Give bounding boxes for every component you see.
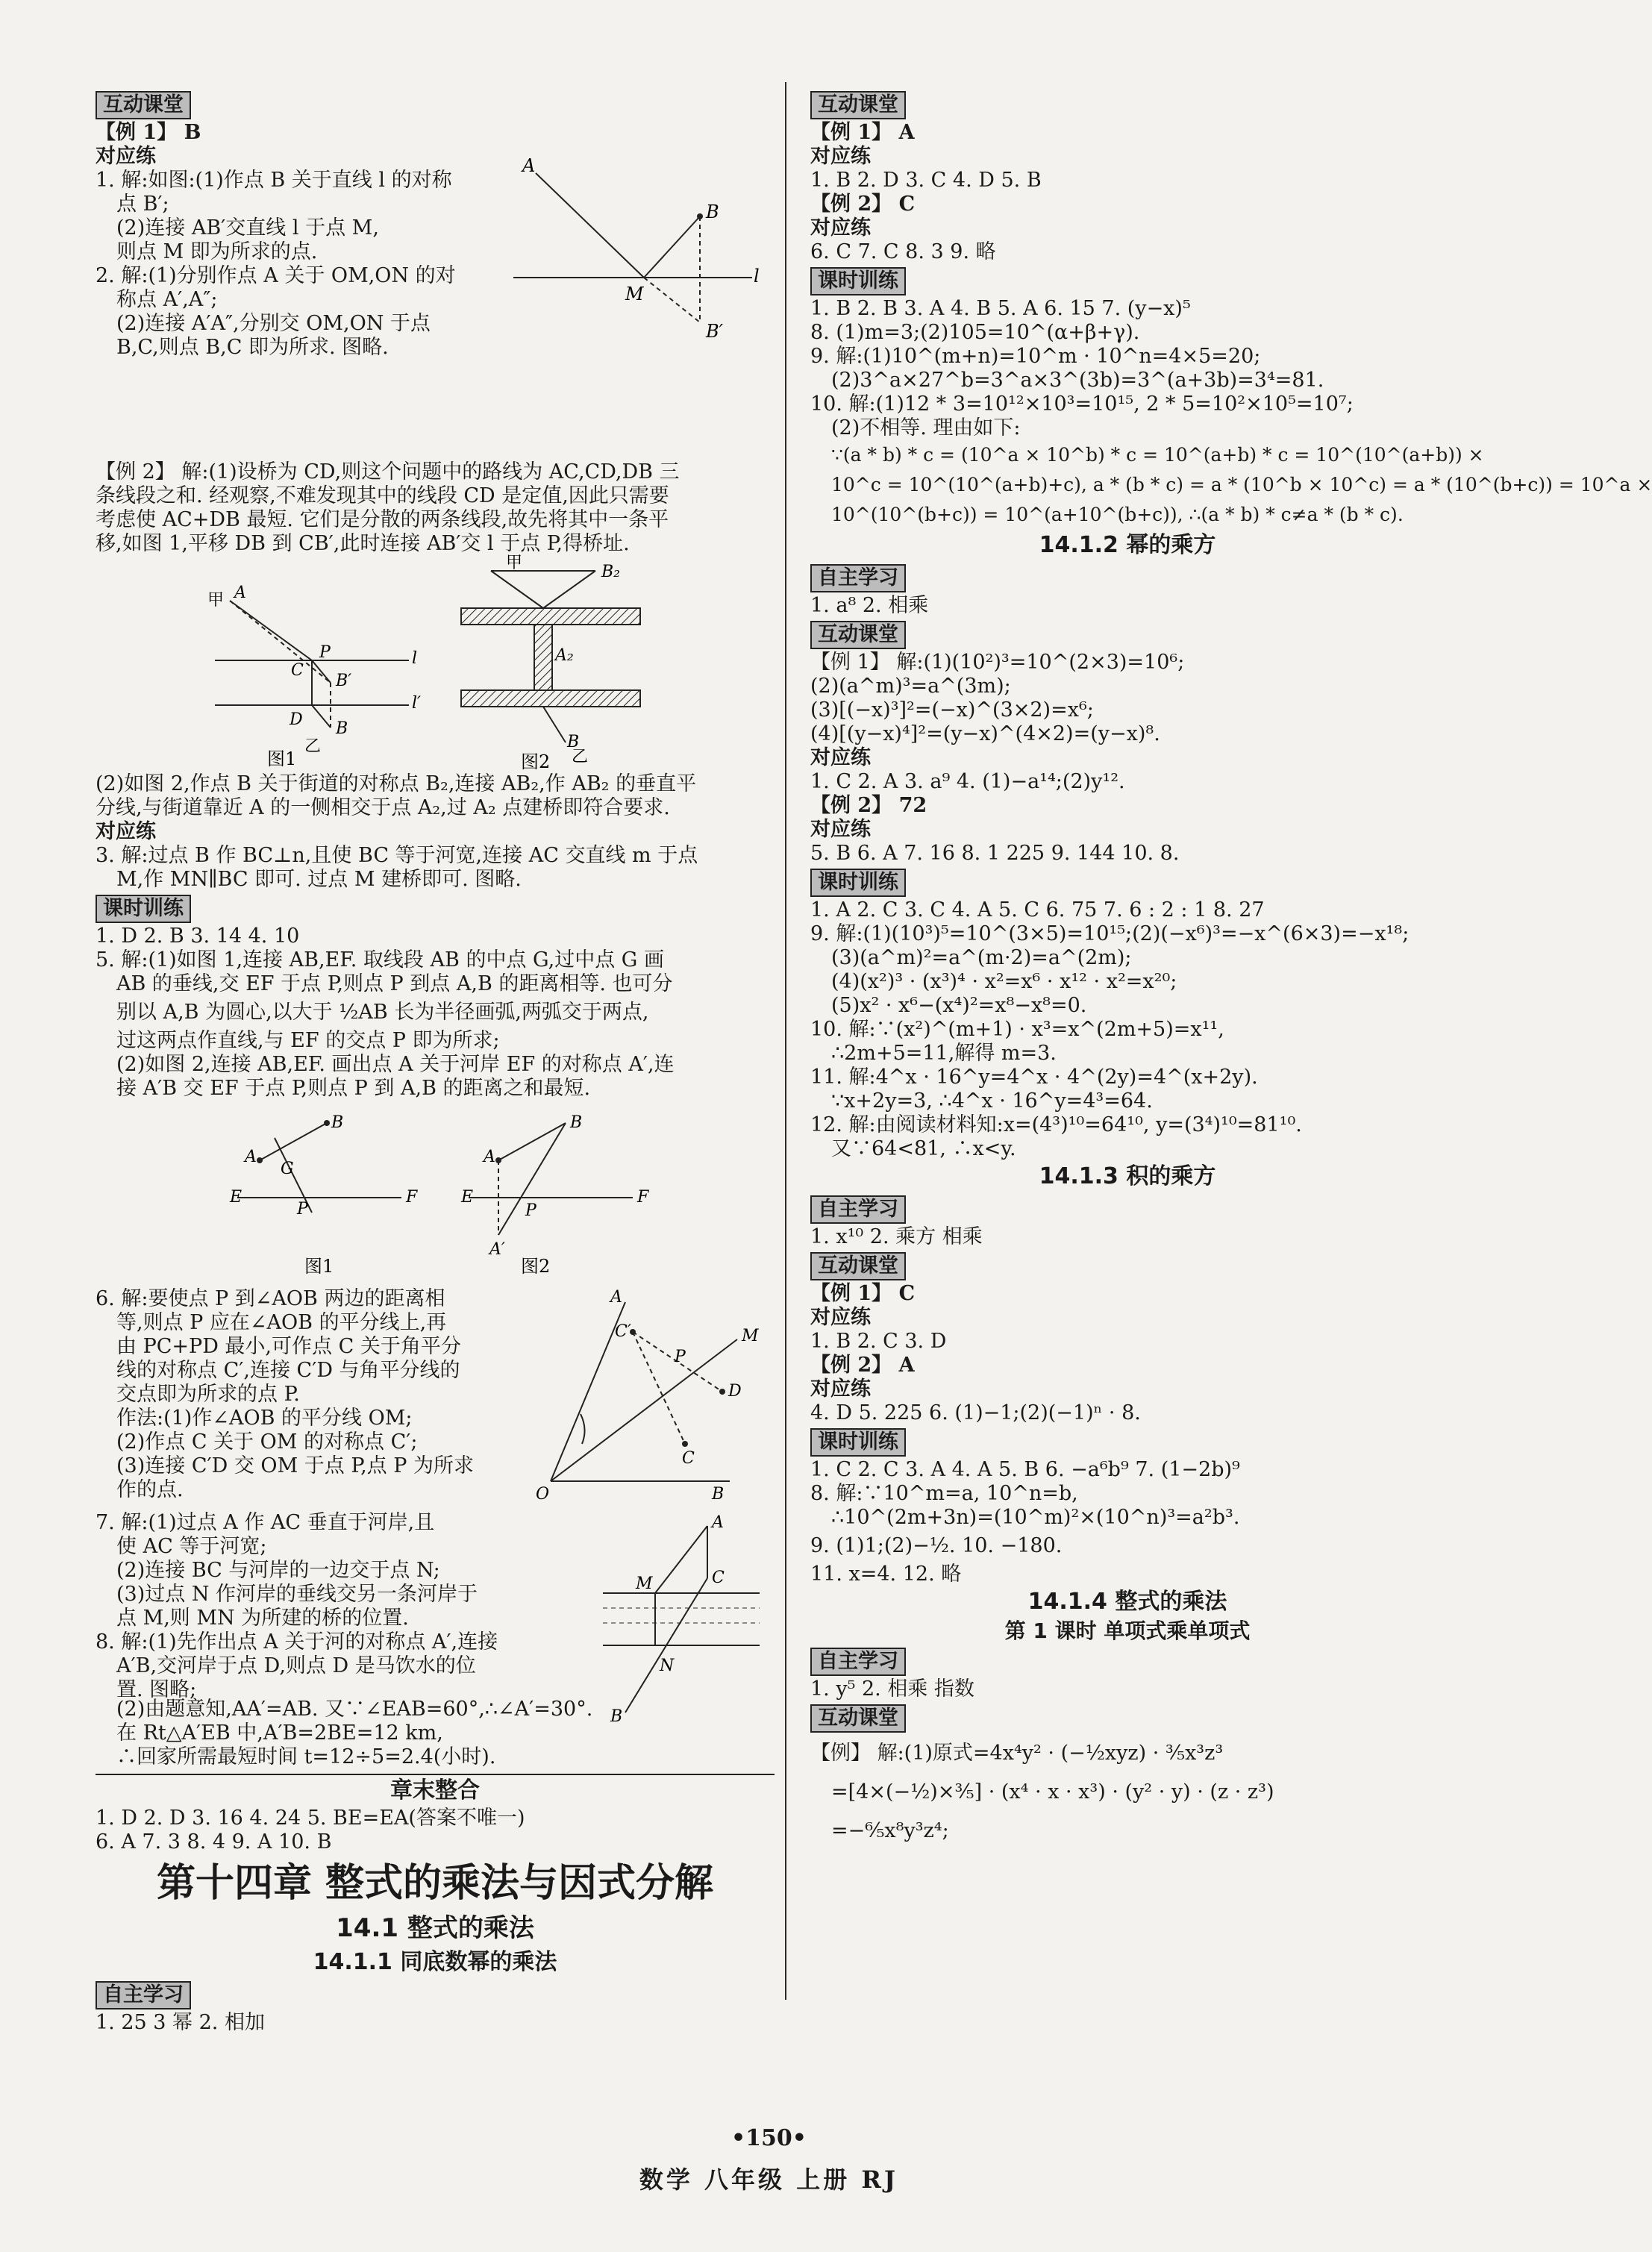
example-answer: 【例 1】 A <box>810 121 915 144</box>
answer-line: 11. x=4. 12. 略 <box>810 1563 962 1586</box>
figure-1-caption: 图1 <box>267 748 297 769</box>
answer-line: 在 Rt△A′EB 中,A′B=2BE=12 km, <box>116 1721 443 1745</box>
example-1-answer: 【例 1】 B <box>96 121 201 144</box>
exercise-heading: 对应练 <box>96 820 156 843</box>
answer-line: 1. y⁵ 2. 相乘 指数 <box>810 1677 974 1701</box>
svg-text:A: A <box>522 155 536 176</box>
answer-line: ∴回家所需最短时间 t=12÷5=2.4(小时). <box>116 1745 496 1768</box>
answer-line: (2)连接 BC 与河岸的一边交于点 N; <box>116 1559 440 1582</box>
section-tag-self-study: 自主学习 <box>810 564 906 592</box>
answer-line: 置. 图略; <box>116 1678 197 1701</box>
svg-text:E: E <box>230 1188 243 1207</box>
svg-text:G: G <box>281 1160 294 1178</box>
answer-line: 交点即为所求的点 P. <box>116 1383 300 1406</box>
svg-text:B: B <box>712 1485 725 1504</box>
svg-text:C: C <box>682 1449 695 1468</box>
answer-line: A′B,交河岸于点 D,则点 D 是马饮水的位 <box>116 1654 476 1677</box>
svg-text:P: P <box>297 1200 308 1219</box>
svg-text:乙: 乙 <box>572 748 589 766</box>
reflection-across-river-figure <box>454 1113 663 1287</box>
answer-line: 10. 解:(1)12 * 3=10¹²×10³=10¹⁵, 2 * 5=10²×10⁵=10⁷; <box>810 392 1354 416</box>
example-2-line: 分线,与街道靠近 A 的一侧相交于点 A₂,过 A₂ 点建桥即符合要求. <box>96 796 670 819</box>
answer-line: B,C,则点 B,C 即为所求. 图略. <box>116 336 389 359</box>
answer-line: (2)3^a×27^b=3^a×3^(3b)=3^(a+3b)=3⁴=81. <box>831 369 1324 392</box>
subsection-title: 14.1.4 整式的乘法 <box>1027 1589 1227 1615</box>
answer-line: 接 A′B 交 EF 于点 P,则点 P 到 A,B 的距离之和最短. <box>116 1077 591 1100</box>
answer-line: ∴10^(2m+3n)=(10^m)²×(10^n)³=a²b³. <box>831 1506 1240 1529</box>
exercise-heading: 对应练 <box>96 145 156 168</box>
svg-text:A: A <box>610 1288 622 1307</box>
section-tag-interactive: 互动课堂 <box>810 1252 906 1280</box>
svg-text:C′: C′ <box>615 1322 631 1341</box>
chapter-summary-heading: 章末整合 <box>96 1774 775 1807</box>
example-2-line: 条线段之和. 经观察,不难发现其中的线段 CD 是定值,因此只需要 <box>96 484 669 507</box>
answer-line: 2. 解:(1)分别作点 A 关于 OM,ON 的对 <box>96 264 456 287</box>
section-tag-interactive: 互动课堂 <box>810 91 906 119</box>
answer-line: (2)如图 2,连接 AB,EF. 画出点 A 关于河岸 EF 的对称点 A′,连 <box>116 1053 675 1076</box>
svg-text:B: B <box>570 1113 583 1132</box>
section-tag-self-study: 自主学习 <box>810 1648 906 1676</box>
svg-text:B: B <box>336 719 348 738</box>
answer-line: 1. B 2. C 3. D <box>810 1330 947 1353</box>
answer-line: 作法:(1)作∠AOB 的平分线 OM; <box>116 1407 413 1430</box>
answer-line: 4. D 5. 225 6. (1)−1;(2)(−1)ⁿ · 8. <box>810 1401 1141 1424</box>
svg-text:C: C <box>712 1568 725 1587</box>
svg-text:M: M <box>742 1327 759 1345</box>
column-divider <box>785 82 786 2000</box>
perpendicular-bisector-figure <box>222 1113 431 1287</box>
example-line: (4)[(y−x)⁴]²=(y−x)^(4×2)=(y−x)⁸. <box>810 722 1160 745</box>
section-tag-practice: 课时训练 <box>96 895 191 923</box>
svg-text:M: M <box>636 1574 653 1593</box>
svg-text:M: M <box>625 284 644 304</box>
answer-line: (2)不相等. 理由如下: <box>831 416 1021 440</box>
example-line: =[4×(−½)×³⁄₅] · (x⁴ · x · x³) · (y² · y) · (z · z³) <box>831 1780 1274 1804</box>
answer-line: M,作 MN∥BC 即可. 过点 M 建桥即可. 图略. <box>116 868 522 891</box>
svg-text:A₂: A₂ <box>555 646 574 665</box>
answer-line: 12. 解:由阅读材料知:x=(4³)¹⁰=64¹⁰, y=(3⁴)¹⁰=81¹⁰. <box>810 1113 1302 1136</box>
svg-text:P: P <box>319 643 331 662</box>
answer-line: 1. B 2. D 3. C 4. D 5. B <box>810 169 1042 192</box>
svg-text:B: B <box>567 733 580 751</box>
answer-line: 点 B′; <box>116 193 169 216</box>
answer-line: 6. C 7. C 8. 3 9. 略 <box>810 240 996 263</box>
answer-line: (2)由题意知,AA′=AB. 又∵∠EAB=60°,∴∠A′=30°. <box>116 1698 593 1721</box>
svg-text:l′: l′ <box>412 694 422 713</box>
answer-line: 9. (1)1;(2)−½. 10. −180. <box>810 1534 1063 1557</box>
subsection-title: 14.1.1 同底数幂的乘法 <box>313 1949 557 1975</box>
figure-2-caption: 图2 <box>521 751 551 772</box>
answer-line: 10^(10^(b+c)) = 10^(a+10^(b+c)), ∴(a * b) * c≠a * (b * c). <box>831 504 1404 525</box>
svg-text:F: F <box>637 1188 649 1207</box>
answer-line: 1. a⁸ 2. 相乘 <box>810 594 929 617</box>
answer-line: (2)作点 C 关于 OM 的对称点 C′; <box>116 1430 418 1454</box>
svg-text:A: A <box>484 1148 495 1166</box>
answer-line: 线的对称点 C′,连接 C′D 与角平分线的 <box>116 1359 460 1382</box>
exercise-heading: 对应练 <box>810 746 871 769</box>
answer-line: 10. 解:∵(x²)^(m+1) · x³=x^(2m+5)=x¹¹, <box>810 1018 1224 1041</box>
section-tag-practice: 课时训练 <box>810 869 906 897</box>
svg-text:D: D <box>290 710 303 729</box>
svg-text:B′: B′ <box>706 321 724 342</box>
answer-line: (4)(x²)³ · (x³)⁴ · x²=x⁶ · x¹² · x²=x²⁰; <box>831 970 1177 993</box>
answer-line: 别以 A,B 为圆心,以大于 ½AB 长为半径画弧,两弧交于两点, <box>116 1001 649 1024</box>
answer-line: 5. B 6. A 7. 16 8. 1 225 9. 144 10. 8. <box>810 842 1180 865</box>
answer-line: 过这两点作直线,与 EF 的交点 P 即为所求; <box>116 1029 500 1052</box>
angle-bisector-figure <box>536 1287 775 1511</box>
answer-line: 1. 解:如图:(1)作点 B 关于直线 l 的对称 <box>96 169 452 192</box>
svg-text:甲: 甲 <box>207 591 225 610</box>
answer-line: ∵x+2y=3, ∴4^x · 16^y=4³=64. <box>831 1089 1153 1113</box>
example-2-line: 移,如图 1,平移 DB 到 CB′,此时连接 AB′交 l 于点 P,得桥址. <box>96 532 630 555</box>
section-tag-practice: 课时训练 <box>810 1428 906 1457</box>
svg-text:F: F <box>406 1188 418 1207</box>
svg-text:B: B <box>331 1113 344 1132</box>
answer-line: 1. C 2. A 3. a⁹ 4. (1)−a¹⁴;(2)y¹². <box>810 770 1125 793</box>
svg-text:E: E <box>461 1188 474 1207</box>
svg-text:B′: B′ <box>336 672 352 690</box>
answer-line: 称点 A′,A″; <box>116 288 218 311</box>
example-2-line: 考虑使 AC+DB 最短. 它们是分散的两条线段,故先将其中一条平 <box>96 508 669 531</box>
answer-line: 点 M,则 MN 为所建的桥的位置. <box>116 1607 409 1630</box>
example-line: (3)[(−x)³]²=(−x)^(3×2)=x⁶; <box>810 698 1094 722</box>
answer-line: 11. 解:4^x · 16^y=4^x · 4^(2y)=4^(x+2y). <box>810 1066 1258 1089</box>
section-tag-self-study: 自主学习 <box>96 1981 191 2009</box>
example-line: =−⁶⁄₅x⁸y³z⁴; <box>831 1819 949 1842</box>
answer-line: AB 的垂线,交 EF 于点 P,则点 P 到点 A,B 的距离相等. 也可分 <box>116 972 673 995</box>
answer-line: 8. (1)m=3;(2)105=10^(α+β+γ). <box>810 321 1140 344</box>
reflection-diagram <box>513 151 767 345</box>
answer-line: 又∵64<81, ∴x<y. <box>831 1137 1016 1160</box>
example-line: (2)(a^m)³=a^(3m); <box>810 675 1011 698</box>
answer-line: 1. D 2. B 3. 14 4. 10 <box>96 925 300 948</box>
answer-line: 使 AC 等于河宽; <box>116 1535 267 1558</box>
svg-text:D: D <box>728 1382 742 1401</box>
answer-line: (3)连接 C′D 交 OM 于点 P,点 P 为所求 <box>116 1454 474 1477</box>
answer-line: 5. 解:(1)如图 1,连接 AB,EF. 取线段 AB 的中点 G,过中点 G 画 <box>96 948 664 972</box>
figure-2-caption: 图2 <box>521 1256 551 1277</box>
example-answer: 【例 2】 C <box>810 193 916 216</box>
answer-line: 8. 解:∵10^m=a, 10^n=b, <box>810 1482 1078 1505</box>
lesson-title: 第 1 课时 单项式乘单项式 <box>1004 1618 1251 1643</box>
answer-line: 等,则点 P 应在∠AOB 的平分线上,再 <box>116 1311 447 1334</box>
svg-text:A: A <box>712 1513 724 1532</box>
book-title: 数学 八年级 上册 RJ <box>639 2165 899 2194</box>
river-bridge-figure <box>588 1511 775 1727</box>
svg-text:l: l <box>754 266 760 287</box>
answer-line: 8. 解:(1)先作出点 A 关于河的对称点 A′,连接 <box>96 1630 498 1654</box>
example-line: 【例】 解:(1)原式=4x⁴y² · (−½xyz) · ³⁄₅x³z³ <box>810 1742 1224 1765</box>
section-tag-interactive: 互动课堂 <box>810 1704 906 1733</box>
svg-text:P: P <box>525 1201 536 1220</box>
answer-line: 作的点. <box>116 1478 184 1501</box>
answer-line: 10^c = 10^(10^(a+b)+c), a * (b * c) = a * (10^b × 10^c) = a * (10^(b+c)) = 10^a × <box>831 474 1652 495</box>
answer-line: 则点 M 即为所求的点. <box>116 240 318 263</box>
svg-text:B: B <box>706 201 719 222</box>
answer-line: ∵(a * b) * c = (10^a × 10^b) * c = 10^(a+b) * c = 10^(10^(a+b)) × <box>831 444 1484 466</box>
exercise-heading: 对应练 <box>810 1377 871 1401</box>
answer-line: 1. A 2. C 3. C 4. A 5. C 6. 75 7. 6 : 2 : 1 8. 27 <box>810 898 1265 922</box>
answer-line: (3)(a^m)²=a^(m·2)=a^(2m); <box>831 946 1132 969</box>
svg-text:l: l <box>412 649 418 668</box>
answer-line: 由 PC+PD 最小,可作点 C 关于角平分 <box>116 1335 461 1358</box>
answer-line: 1. C 2. C 3. A 4. A 5. B 6. −a⁶b⁹ 7. (1−2b)⁹ <box>810 1458 1240 1481</box>
subsection-title: 14.1.2 幂的乘方 <box>1039 532 1216 558</box>
section-tag-practice: 课时训练 <box>810 267 906 295</box>
bridge-figure-1 <box>207 586 431 772</box>
figure-1-caption: 图1 <box>304 1256 334 1277</box>
svg-text:A: A <box>234 584 246 602</box>
example-2-line: 【例 2】 解:(1)设桥为 CD,则这个问题中的路线为 AC,CD,DB 三 <box>96 460 680 484</box>
svg-text:N: N <box>660 1657 675 1675</box>
subsection-title: 14.1.3 积的乘方 <box>1039 1163 1216 1189</box>
answer-line: (5)x² · x⁶−(x⁴)²=x⁸−x⁸=0. <box>831 994 1087 1017</box>
page-number: •150• <box>731 2125 807 2151</box>
example-2-line: (2)如图 2,作点 B 关于街道的对称点 B₂,连接 AB₂,作 AB₂ 的垂直平 <box>96 772 697 795</box>
answer-line: 3. 解:过点 B 作 BC⊥n,且使 BC 等于河宽,连接 AC 交直线 m 于点 <box>96 844 698 867</box>
answer-line: 6. A 7. 3 8. 4 9. A 10. B <box>96 1830 332 1854</box>
example-line: 【例 1】 解:(1)(10²)³=10^(2×3)=10⁶; <box>810 651 1185 674</box>
answer-line: (3)过点 N 作河岸的垂线交另一条河岸于 <box>116 1583 478 1606</box>
example-answer: 【例 2】 A <box>810 1354 915 1377</box>
answer-line: (2)连接 AB′交直线 l 于点 M, <box>116 216 379 240</box>
answer-line: 1. D 2. D 3. 16 4. 24 5. BE=EA(答案不唯一) <box>96 1807 525 1830</box>
example-answer: 【例 1】 C <box>810 1282 916 1305</box>
example-answer: 【例 2】 72 <box>810 794 927 817</box>
section-tag-interactive: 互动课堂 <box>810 621 906 649</box>
section-title: 14.1 整式的乘法 <box>336 1913 534 1943</box>
answer-line: 9. 解:(1)10^(m+n)=10^m · 10^n=4×5=20; <box>810 345 1261 368</box>
svg-text:C: C <box>291 661 304 680</box>
svg-text:A: A <box>245 1148 257 1166</box>
exercise-heading: 对应练 <box>810 818 871 841</box>
svg-text:O: O <box>536 1485 550 1504</box>
section-tag-interactive: 互动课堂 <box>96 91 191 119</box>
answer-line: 7. 解:(1)过点 A 作 AC 垂直于河岸,且 <box>96 1511 435 1534</box>
exercise-heading: 对应练 <box>810 216 871 240</box>
answer-line: 1. 25 3 幂 2. 相加 <box>96 2011 265 2034</box>
left-column <box>96 88 775 2035</box>
answer-line: 1. B 2. B 3. A 4. B 5. A 6. 15 7. (y−x)⁵ <box>810 297 1191 320</box>
section-tag-self-study: 自主学习 <box>810 1195 906 1224</box>
answer-line: 1. x¹⁰ 2. 乘方 相乘 <box>810 1225 983 1248</box>
bridge-figure-2 <box>461 556 685 772</box>
answer-line: 6. 解:要使点 P 到∠AOB 两边的距离相 <box>96 1287 445 1310</box>
svg-text:甲: 甲 <box>506 554 523 572</box>
svg-text:A′: A′ <box>489 1240 505 1259</box>
answer-line: 9. 解:(1)(10³)⁵=10^(3×5)=10¹⁵;(2)(−x⁶)³=−x^(6×3)=−x¹⁸; <box>810 922 1409 945</box>
answer-line: ∴2m+5=11,解得 m=3. <box>831 1042 1057 1065</box>
svg-text:B₂: B₂ <box>601 563 620 581</box>
right-column <box>810 88 1652 1851</box>
answer-line: (2)连接 A′A″,分别交 OM,ON 于点 <box>116 312 431 335</box>
svg-text:B: B <box>610 1707 623 1726</box>
svg-text:P: P <box>675 1348 686 1366</box>
exercise-heading: 对应练 <box>810 1306 871 1329</box>
exercise-heading: 对应练 <box>810 145 871 168</box>
chapter-title: 第十四章 整式的乘法与因式分解 <box>156 1860 714 1906</box>
svg-text:乙: 乙 <box>304 737 322 756</box>
